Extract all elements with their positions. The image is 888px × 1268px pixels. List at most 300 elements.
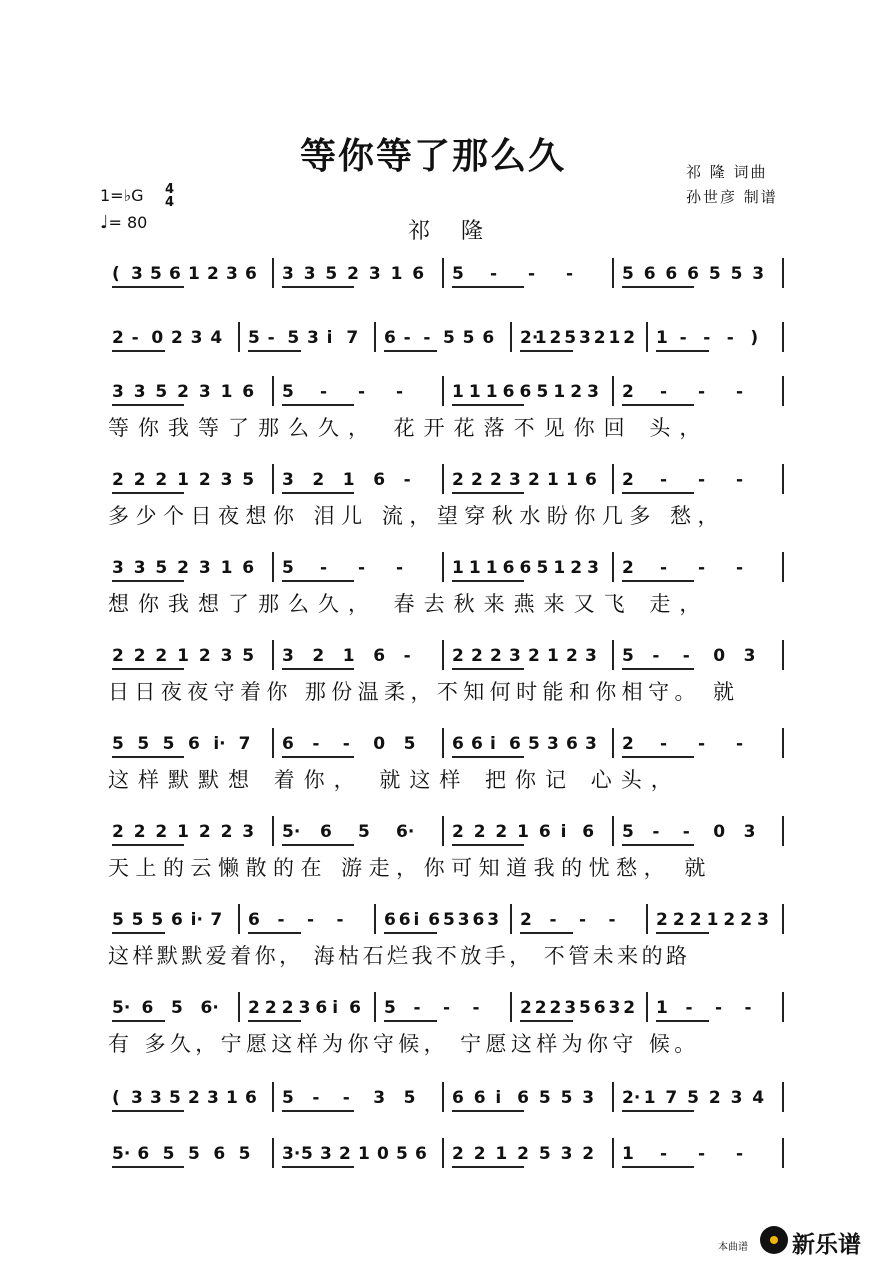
tempo-value: = 80: [108, 213, 148, 232]
note-digit: i·: [213, 734, 226, 754]
beam-underline: [112, 668, 184, 670]
beam-underline: [282, 668, 354, 670]
note-digit: 3: [509, 646, 521, 666]
beam-underline: [384, 350, 437, 352]
note-digit: 2: [672, 910, 685, 930]
bar-line: [782, 1082, 784, 1112]
note-digit: 2: [133, 822, 146, 842]
beam-underline: [248, 1020, 301, 1022]
note-digit: 2: [471, 470, 483, 490]
notation-row: [0, 990, 888, 1060]
note-digit: 3: [752, 264, 765, 284]
note-digit: 2: [452, 822, 464, 842]
bar-line: [442, 1138, 444, 1168]
note-digit: 0: [377, 1144, 389, 1164]
jianpu-line: [0, 1136, 888, 1170]
note-digit: 5: [564, 328, 577, 348]
note-digit: 6: [471, 734, 483, 754]
note-digit: 2: [207, 264, 219, 284]
bar-line: [272, 464, 274, 494]
note-digit: 1: [220, 558, 233, 578]
note-digit: 2: [495, 822, 508, 842]
jianpu-line: [0, 374, 888, 408]
bar-line: [442, 728, 444, 758]
bar-line: [612, 1082, 614, 1112]
beam-underline: [384, 932, 437, 934]
note-digit: 6: [373, 646, 386, 666]
dash-note: -: [698, 470, 706, 490]
dash-note: -: [277, 910, 285, 930]
beam-underline: [112, 1020, 165, 1022]
bar-line: [782, 464, 784, 494]
beam-underline: [520, 350, 573, 352]
note-digit: 3: [131, 264, 143, 284]
note-digit: 0: [151, 328, 164, 348]
note-digit: 5: [242, 470, 255, 490]
note-digit: 2: [534, 998, 547, 1018]
note-digit: 6: [398, 910, 411, 930]
note-digit: 2: [490, 470, 502, 490]
note-digit: 1: [177, 646, 189, 666]
note-digit: 3: [220, 470, 233, 490]
quarter-note-icon: ♩: [100, 212, 109, 233]
note-digit: 1: [622, 1144, 634, 1164]
note-digit: 6: [282, 734, 294, 754]
note-digit: 3: [564, 998, 577, 1018]
beam-underline: [112, 1110, 184, 1112]
note-digit: 5: [403, 1088, 416, 1108]
dash-note: -: [358, 558, 366, 578]
bar-line: [442, 816, 444, 846]
beam-underline: [622, 756, 694, 758]
dash-note: -: [566, 264, 574, 284]
bar-line: [782, 640, 784, 670]
note-digit: 6: [188, 734, 200, 754]
note-digit: 6: [519, 558, 532, 578]
note-digit: 2: [708, 1088, 721, 1108]
bar-line: [646, 322, 648, 352]
note-digit: 3: [282, 470, 294, 490]
jianpu-line: [0, 638, 888, 672]
bar-line: [612, 464, 614, 494]
note-digit: 2: [198, 646, 211, 666]
note-digit: 6: [428, 910, 441, 930]
note-digit: 2: [281, 998, 294, 1018]
note-digit: 5: [452, 264, 464, 284]
note-digit: 2: [133, 470, 146, 490]
bar-line: [272, 816, 274, 846]
note-digit: 6: [473, 1088, 486, 1108]
note-digit: 6: [137, 1144, 150, 1164]
note-digit: 2: [198, 470, 211, 490]
note-digit: 5: [248, 328, 260, 348]
note-digit: 6: [141, 998, 154, 1018]
note-digit: 6: [242, 558, 255, 578]
note-digit: 6: [665, 264, 678, 284]
note-digit: 5: [287, 328, 300, 348]
jianpu-line: [0, 902, 888, 936]
note-digit: 2: [623, 328, 636, 348]
note-digit: 5: [238, 1144, 251, 1164]
note-digit: 1: [452, 558, 464, 578]
beam-underline: [282, 844, 354, 846]
note-digit: 3: [457, 910, 470, 930]
note-digit: 3: [587, 382, 599, 402]
beam-underline: [112, 756, 184, 758]
note-digit: 2: [248, 998, 260, 1018]
time-signature-top: 4: [165, 182, 175, 197]
note-digit: 3: [207, 1088, 219, 1108]
dash-note: -: [320, 558, 328, 578]
dash-note: -: [307, 910, 315, 930]
note-digit: 5: [131, 910, 144, 930]
credit-lyrics-music: 祁 隆 词曲: [686, 163, 768, 181]
note-digit: 3: [579, 328, 591, 348]
note-digit: 2: [473, 822, 486, 842]
note-digit: 1: [566, 470, 578, 490]
dash-note: -: [413, 998, 421, 1018]
note-digit: 5: [536, 558, 549, 578]
note-digit: 5·: [112, 998, 131, 1018]
note-digit: 6: [593, 998, 606, 1018]
parenthesis: ): [750, 328, 759, 348]
dash-note: -: [698, 1144, 706, 1164]
note-digit: 3: [560, 1144, 573, 1164]
note-digit: 3: [757, 910, 769, 930]
note-digit: 5: [708, 264, 721, 284]
note-digit: 6: [502, 558, 515, 578]
dash-note: -: [267, 328, 275, 348]
beam-underline: [520, 932, 573, 934]
lyrics-line: 天上的云懒散的在 游走，你可知道我的忧愁， 就: [108, 856, 712, 880]
note-digit: 5: [325, 264, 338, 284]
beam-underline: [384, 1020, 437, 1022]
bar-line: [782, 1138, 784, 1168]
lyrics-line: 这样默默爱着你， 海枯石烂我不放手， 不管未来的路: [108, 944, 691, 968]
note-digit: 3: [282, 264, 294, 284]
dash-note: -: [660, 734, 668, 754]
note-digit: 2: [689, 910, 702, 930]
record-logo-icon: [760, 1226, 788, 1254]
bar-line: [238, 322, 240, 352]
note-digit: 5: [358, 822, 370, 842]
bar-line: [374, 992, 376, 1022]
beam-underline: [656, 1020, 709, 1022]
note-digit: 5: [403, 734, 416, 754]
note-digit: 1: [342, 470, 355, 490]
note-digit: 6: [502, 382, 515, 402]
note-digit: 2: [622, 382, 634, 402]
notation-row: [0, 374, 888, 444]
beam-underline: [622, 580, 694, 582]
beam-underline: [656, 350, 709, 352]
note-digit: 6: [538, 822, 551, 842]
notation-row: [0, 462, 888, 532]
bar-line: [272, 258, 274, 288]
note-digit: 2: [520, 910, 532, 930]
dash-note: -: [320, 382, 328, 402]
note-digit: 2: [452, 1144, 464, 1164]
dash-note: -: [312, 1088, 320, 1108]
note-digit: 7: [346, 328, 359, 348]
lyrics-line: 等你我等了那么久， 花开花落不见你回 头，: [108, 416, 710, 440]
jianpu-line: [0, 814, 888, 848]
note-digit: 2: [452, 646, 464, 666]
bar-line: [612, 640, 614, 670]
note-digit: 5: [151, 910, 164, 930]
parenthesis: (: [112, 1088, 120, 1108]
lyrics-line: 有 多久，宁愿这样为你守候， 宁愿这样为你守 候。: [108, 1032, 700, 1056]
bar-line: [612, 816, 614, 846]
beam-underline: [622, 1166, 694, 1168]
note-digit: 2: [171, 328, 183, 348]
beam-underline: [112, 844, 184, 846]
beam-underline: [112, 580, 184, 582]
bar-line: [442, 376, 444, 406]
note-digit: 2: [155, 822, 168, 842]
note-digit: 6: [213, 1144, 226, 1164]
jianpu-line: [0, 462, 888, 496]
note-digit: 6: [566, 734, 578, 754]
beam-underline: [452, 1110, 524, 1112]
dash-note: -: [396, 558, 404, 578]
note-digit: 1: [226, 1088, 238, 1108]
jianpu-line: [0, 1080, 888, 1114]
note-digit: 3·: [282, 1144, 301, 1164]
beam-underline: [452, 756, 524, 758]
note-digit: 1: [468, 558, 481, 578]
note-digit: 2: [177, 382, 189, 402]
dash-note: -: [472, 998, 480, 1018]
note-digit: 6: [315, 998, 328, 1018]
note-digit: 6: [169, 264, 181, 284]
note-digit: 6·: [396, 822, 415, 842]
beam-underline: [520, 1020, 573, 1022]
footer-note: 本曲谱: [718, 1242, 748, 1253]
note-digit: 2: [517, 1144, 529, 1164]
bar-line: [782, 258, 784, 288]
notation-row: [0, 726, 888, 796]
note-digit: 6: [384, 328, 396, 348]
dash-note: -: [312, 734, 320, 754]
bar-line: [782, 322, 784, 352]
note-digit: 3: [368, 264, 381, 284]
note-digit: 5: [137, 734, 150, 754]
note-digit: 6: [452, 734, 464, 754]
parenthesis: (: [112, 264, 120, 284]
notation-row: [0, 256, 888, 326]
note-digit: 2: [347, 264, 359, 284]
note-digit: 5: [443, 910, 455, 930]
note-digit: 3: [150, 1088, 162, 1108]
note-digit: 3: [133, 382, 146, 402]
note-digit: 5: [282, 1088, 294, 1108]
note-digit: 3: [226, 264, 238, 284]
note-digit: 2: [740, 910, 753, 930]
note-digit: 1: [643, 1088, 656, 1108]
note-digit: 4: [752, 1088, 765, 1108]
note-digit: 5: [528, 734, 540, 754]
dash-note: -: [443, 998, 451, 1018]
lyrics-line: 日日夜夜守着你 那份温柔，不知何时能和你相守。 就: [108, 680, 740, 704]
beam-underline: [622, 668, 694, 670]
note-digit: 5·: [112, 1144, 131, 1164]
dash-note: -: [652, 822, 660, 842]
notation-row: [0, 1136, 888, 1206]
note-digit: 5: [282, 382, 294, 402]
beam-underline: [282, 404, 354, 406]
note-digit: 6: [242, 382, 255, 402]
note-digit: 2: [155, 646, 168, 666]
note-digit: 1: [553, 558, 566, 578]
jianpu-line: [0, 550, 888, 584]
dash-note: -: [403, 328, 411, 348]
key-signature: 1=♭G: [100, 186, 144, 205]
note-digit: 1: [188, 264, 200, 284]
note-digit: 1: [485, 558, 498, 578]
note-digit: 7: [238, 734, 251, 754]
note-digit: 1: [547, 646, 559, 666]
notation-row: [0, 814, 888, 884]
dash-note: -: [736, 734, 744, 754]
note-digit: 2: [177, 558, 189, 578]
note-digit: 6: [320, 822, 332, 842]
time-signature: [165, 183, 174, 209]
beam-underline: [248, 932, 301, 934]
note-digit: 2: [188, 1088, 200, 1108]
note-digit: 3: [743, 646, 756, 666]
note-digit: 2: [490, 646, 502, 666]
bar-line: [612, 728, 614, 758]
beam-underline: [112, 404, 184, 406]
beam-underline: [452, 492, 524, 494]
note-digit: 7: [665, 1088, 678, 1108]
note-digit: 2: [264, 998, 277, 1018]
bar-line: [612, 1138, 614, 1168]
note-digit: 0: [713, 822, 726, 842]
note-digit: 1: [468, 382, 481, 402]
bar-line: [272, 376, 274, 406]
note-digit: 3: [190, 328, 203, 348]
note-digit: 5: [622, 264, 634, 284]
beam-underline: [622, 404, 694, 406]
beam-underline: [282, 492, 354, 494]
beam-underline: [452, 580, 524, 582]
bar-line: [272, 1138, 274, 1168]
dash-note: -: [490, 264, 498, 284]
bar-line: [272, 1082, 274, 1112]
note-digit: 1: [342, 646, 355, 666]
note-digit: 1: [495, 1144, 508, 1164]
note-digit: 1: [706, 910, 719, 930]
note-digit: 6: [452, 1088, 464, 1108]
note-digit: 3: [582, 1088, 595, 1108]
note-digit: 3: [585, 734, 597, 754]
dash-note: -: [336, 910, 344, 930]
beam-underline: [452, 404, 524, 406]
bar-line: [782, 992, 784, 1022]
beam-underline: [248, 350, 301, 352]
note-digit: 3: [608, 998, 621, 1018]
note-digit: 6: [509, 734, 521, 754]
dash-note: -: [685, 998, 693, 1018]
bar-line: [782, 904, 784, 934]
dash-note: -: [736, 382, 744, 402]
bar-line: [612, 552, 614, 582]
beam-underline: [282, 286, 354, 288]
note-digit: i: [490, 734, 496, 754]
bar-line: [442, 552, 444, 582]
dash-note: -: [736, 1144, 744, 1164]
note-digit: 5: [155, 382, 168, 402]
brand-logo-text: 新乐谱: [792, 1232, 861, 1258]
beam-underline: [282, 580, 354, 582]
note-digit: 1: [485, 382, 498, 402]
lyrics-line: 这样默默想 着你， 就这样 把你记 心头，: [108, 768, 681, 792]
note-digit: 2: [339, 1144, 351, 1164]
note-digit: 5: [622, 646, 634, 666]
bar-line: [782, 552, 784, 582]
note-digit: 6: [245, 264, 257, 284]
note-digit: 6: [585, 470, 597, 490]
note-digit: 6: [517, 1088, 529, 1108]
jianpu-line: [0, 320, 888, 354]
dash-note: -: [660, 470, 668, 490]
note-digit: 6: [384, 910, 396, 930]
beam-underline: [452, 1166, 524, 1168]
bar-line: [272, 728, 274, 758]
note-digit: 5: [462, 328, 475, 348]
song-title: 等你等了那么久: [300, 136, 567, 177]
note-digit: 1: [390, 264, 403, 284]
dash-note: -: [703, 328, 711, 348]
lyrics-line: 想你我想了那么久， 春去秋来燕来又飞 走，: [108, 592, 710, 616]
bar-line: [510, 904, 512, 934]
note-digit: 6: [248, 910, 260, 930]
notation-row: [0, 638, 888, 708]
note-digit: 3: [730, 1088, 743, 1108]
beam-underline: [622, 286, 694, 288]
beam-underline: [112, 350, 165, 352]
beam-underline: [622, 492, 694, 494]
dash-note: -: [342, 734, 350, 754]
beam-underline: [452, 668, 524, 670]
note-digit: 3: [282, 646, 294, 666]
note-digit: 2·: [520, 328, 539, 348]
dash-note: -: [698, 734, 706, 754]
beam-underline: [622, 1110, 694, 1112]
note-digit: 2: [528, 646, 540, 666]
note-digit: 2: [622, 734, 634, 754]
note-digit: 4: [210, 328, 223, 348]
note-digit: 1: [656, 328, 668, 348]
dash-note: -: [660, 558, 668, 578]
note-digit: 3: [585, 646, 597, 666]
note-digit: 2: [570, 382, 583, 402]
note-digit: 2: [570, 558, 583, 578]
dash-note: -: [726, 328, 734, 348]
beam-underline: [112, 932, 165, 934]
note-digit: 3: [133, 558, 146, 578]
note-digit: 2: [112, 470, 124, 490]
note-digit: 5: [169, 1088, 181, 1108]
note-digit: 2: [622, 470, 634, 490]
beam-underline: [282, 1110, 354, 1112]
dash-note: -: [660, 382, 668, 402]
note-digit: 2: [582, 1144, 595, 1164]
bar-line: [442, 258, 444, 288]
note-digit: i: [332, 998, 339, 1018]
